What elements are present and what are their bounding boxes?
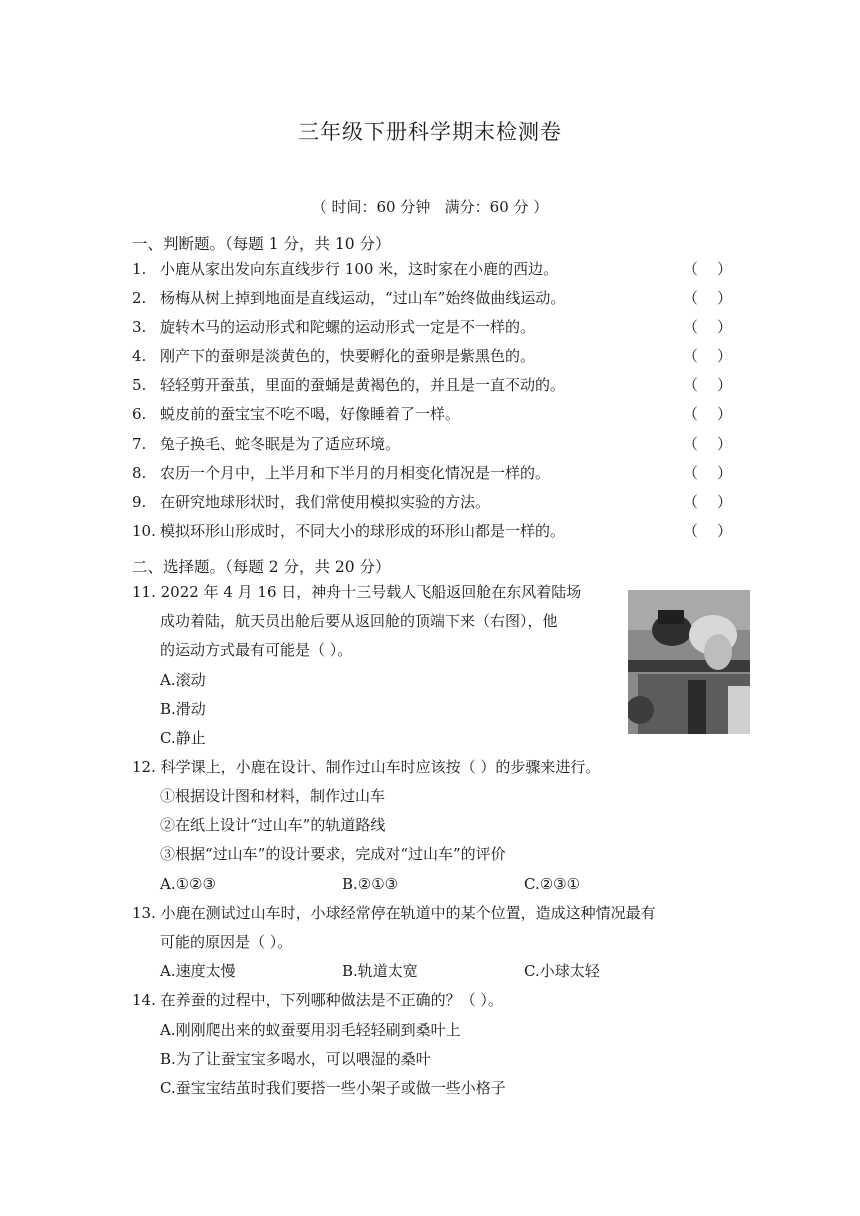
section-title: 二、选择题。	[132, 558, 226, 576]
item-number: 3.	[132, 318, 147, 336]
question-11-line-2: 成功着陆，航天员出舱后要从返回舱的顶端下来（右图），他	[160, 612, 558, 630]
q13-option-b[interactable]: B.轨道太宽	[342, 962, 418, 980]
true-false-item	[132, 313, 732, 342]
true-false-item	[132, 284, 732, 313]
q11-option-b[interactable]: B.滑动	[160, 700, 206, 718]
question-12-line-1: 12. 科学课上，小鹿在设计、制作过山车时应该按（ ）的步骤来进行。	[132, 758, 601, 776]
question-11-line-1: 11. 2022 年 4 月 16 日，神舟十三号载人飞船返回舱在东风着陆场	[132, 583, 582, 601]
item-text: 模拟环形山形成时，不同大小的球形成的环形山都是一样的。	[160, 522, 566, 540]
astronaut-photo-drawing	[628, 590, 750, 734]
item-text: 兔子换毛、蛇冬眠是为了适应环境。	[160, 435, 401, 453]
q12-option-c[interactable]: C.②③①	[524, 875, 581, 893]
item-number: 1.	[132, 260, 147, 278]
question-12-step-1: ①根据设计图和材料，制作过山车	[160, 787, 386, 805]
answer-blank[interactable]: （ ）	[682, 405, 732, 423]
answer-blank[interactable]: （ ）	[682, 318, 732, 336]
answer-blank[interactable]: （ ）	[682, 347, 732, 365]
section-note: （每题 2 分，共 20 分）	[225, 558, 391, 576]
true-false-item	[132, 517, 732, 546]
answer-blank[interactable]: （ ）	[682, 522, 732, 540]
question-11-line-3: 的运动方式最有可能是（ ）。	[160, 641, 353, 659]
item-number: 6.	[132, 405, 147, 423]
true-false-item	[132, 488, 732, 517]
section-note: （每题 1 分，共 10 分）	[225, 235, 391, 253]
answer-blank[interactable]: （ ）	[682, 464, 732, 482]
question-12-step-3: ③根据“过山车”的设计要求，完成对“过山车”的评价	[160, 845, 506, 863]
q11-option-a[interactable]: A.滚动	[160, 671, 206, 689]
item-number: 10.	[132, 522, 156, 540]
item-text: 轻轻剪开蚕茧，里面的蚕蛹是黄褐色的，并且是一直不动的。	[160, 376, 566, 394]
exam-info: （ 时间：60 分钟 满分：60 分 ）	[311, 198, 549, 216]
true-false-item	[132, 400, 732, 429]
true-false-item	[132, 371, 732, 400]
item-text: 小鹿从家出发向东直线步行 100 米，这时家在小鹿的西边。	[160, 260, 559, 278]
q14-option-a[interactable]: A.刚刚爬出来的蚁蚕要用羽毛轻轻刷到桑叶上	[160, 1021, 461, 1039]
section-title: 一、判断题。	[132, 235, 226, 253]
true-false-item	[132, 255, 732, 284]
answer-blank[interactable]: （ ）	[682, 493, 732, 511]
item-text: 蜕皮前的蚕宝宝不吃不喝，好像睡着了一样。	[160, 405, 461, 423]
q12-option-b[interactable]: B.②①③	[342, 875, 399, 893]
item-text: 农历一个月中，上半月和下半月的月相变化情况是一样的。	[160, 464, 551, 482]
question-12-step-2: ②在纸上设计“过山车”的轨道路线	[160, 816, 386, 834]
item-text: 旋转木马的运动形式和陀螺的运动形式一定是不一样的。	[160, 318, 536, 336]
q12-option-a[interactable]: A.①②③	[160, 875, 216, 893]
question-13-line-1: 13. 小鹿在测试过山车时，小球经常停在轨道中的某个位置，造成这种情况最有	[132, 904, 656, 922]
q13-option-a[interactable]: A.速度太慢	[160, 962, 236, 980]
question-13-line-2: 可能的原因是（ ）。	[160, 933, 293, 951]
answer-blank[interactable]: （ ）	[682, 435, 732, 453]
item-number: 9.	[132, 493, 147, 511]
item-number: 5.	[132, 376, 147, 394]
item-number: 2.	[132, 289, 147, 307]
item-text: 杨梅从树上掉到地面是直线运动，“过山车”始终做曲线运动。	[160, 289, 566, 307]
item-number: 8.	[132, 464, 147, 482]
true-false-item	[132, 430, 732, 459]
q11-option-c[interactable]: C.静止	[160, 729, 206, 747]
answer-blank[interactable]: （ ）	[682, 260, 732, 278]
section-heading-multiple-choice	[132, 555, 391, 577]
q14-option-c[interactable]: C.蚕宝宝结茧时我们要搭一些小架子或做一些小格子	[160, 1079, 506, 1097]
section-heading-true-false	[132, 232, 391, 254]
answer-blank[interactable]: （ ）	[682, 289, 732, 307]
item-text: 刚产下的蚕卵是淡黄色的，快要孵化的蚕卵是紫黑色的。	[160, 347, 536, 365]
answer-blank[interactable]: （ ）	[682, 376, 732, 394]
item-text: 在研究地球形状时，我们常使用模拟实验的方法。	[160, 493, 491, 511]
true-false-item	[132, 342, 732, 371]
q14-option-b[interactable]: B.为了让蚕宝宝多喝水，可以喂湿的桑叶	[160, 1050, 431, 1068]
question-14-line-1: 14. 在养蚕的过程中，下列哪种做法是不正确的？（ ）。	[132, 991, 503, 1009]
q13-option-c[interactable]: C.小球太轻	[524, 962, 600, 980]
item-number: 7.	[132, 435, 147, 453]
true-false-item	[132, 459, 732, 488]
astronaut-photo	[628, 590, 750, 734]
item-number: 4.	[132, 347, 147, 365]
page-title: 三年级下册科学期末检测卷	[298, 120, 562, 144]
